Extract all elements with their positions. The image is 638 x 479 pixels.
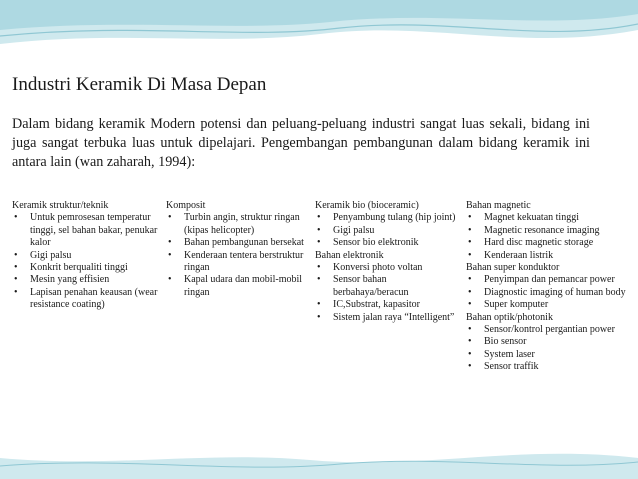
bullet-item: • Sensor bahan berbahaya/beracun (315, 274, 457, 299)
bullet-item: • Turbin angin, struktur ringan (kipas helicopter) (166, 212, 308, 237)
bullet-item: • Lapisan penahan keausan (wear resistance coating) (12, 287, 160, 312)
bullet-item: • Diagnostic imaging of human body (466, 287, 626, 299)
bullet-item: • Gigi palsu (315, 225, 457, 237)
group-heading: Bahan super konduktor (466, 262, 560, 274)
bullet-item: • Sensor bio elektronik (315, 237, 457, 249)
bullet-item: • Kapal udara dan mobil-mobil ringan (166, 274, 308, 299)
bullet-item: • Bio sensor (466, 336, 626, 348)
column-bahan-magnetic (466, 200, 626, 374)
group-heading: Bahan optik/photonik (466, 311, 553, 323)
bullet-item: • Penyambung tulang (hip joint) (315, 212, 457, 224)
bullet-list (466, 274, 626, 311)
bullet-list (466, 324, 626, 374)
bullet-item: • Magnetic resonance imaging (466, 225, 626, 237)
bullet-item: • System laser (466, 349, 626, 361)
bullet-item: • Kenderaan tentera berstruktur ringan (166, 250, 308, 275)
column-keramik-bio (315, 200, 457, 324)
bullet-item: • Kenderaan listrik (466, 250, 626, 262)
intro-paragraph: Dalam bidang keramik Modern potensi dan peluang-peluang industri sangat luas sekali, bidang ini juga sangat terbuka luas untuk dipelajari. Pengembangan pembangunan dalam bidang keramik ini antara lain (wan zaharah, 1994): (12, 116, 590, 170)
bullet-item: • Konversi photo voltan (315, 262, 457, 274)
slide-title: Industri Keramik Di Masa Depan (12, 74, 267, 95)
column-keramik-struktur (12, 200, 160, 312)
bullet-item: • Mesin yang effisien (12, 274, 160, 286)
bullet-item: • Untuk pemrosesan temperatur tinggi, sel bahan bakar, penukar kalor (12, 212, 160, 249)
bullet-item: • Penyimpan dan pemancar power (466, 274, 626, 286)
bullet-item: • Magnet kekuatan tinggi (466, 212, 626, 224)
bullet-item: • Sensor/kontrol pergantian power (466, 324, 626, 336)
bullet-list (315, 262, 457, 324)
bullet-item: • Gigi palsu (12, 250, 160, 262)
bullet-item: • Sensor traffik (466, 361, 626, 373)
bullet-list (466, 212, 626, 262)
group-heading: Keramik struktur/teknik (12, 200, 109, 211)
group-heading: Keramik bio (bioceramic) (315, 200, 419, 211)
bullet-list (315, 212, 457, 249)
group-heading: Bahan magnetic (466, 200, 531, 211)
group-heading: Bahan elektronik (315, 249, 384, 261)
bullet-item: • Super komputer (466, 299, 626, 311)
column-komposit (166, 200, 308, 299)
group-heading: Komposit (166, 200, 206, 211)
bullet-item: • Sistem jalan raya “Intelligent” (315, 312, 457, 324)
bullet-item: • IC,Substrat, kapasitor (315, 299, 457, 311)
bullet-list (12, 212, 160, 311)
bottom-wave-light (0, 454, 638, 479)
bullet-item: • Bahan pembangunan bersekat (166, 237, 308, 249)
bullet-item: • Hard disc magnetic storage (466, 237, 626, 249)
bullet-list (166, 212, 308, 299)
bullet-item: • Konkrit berqualiti tinggi (12, 262, 160, 274)
